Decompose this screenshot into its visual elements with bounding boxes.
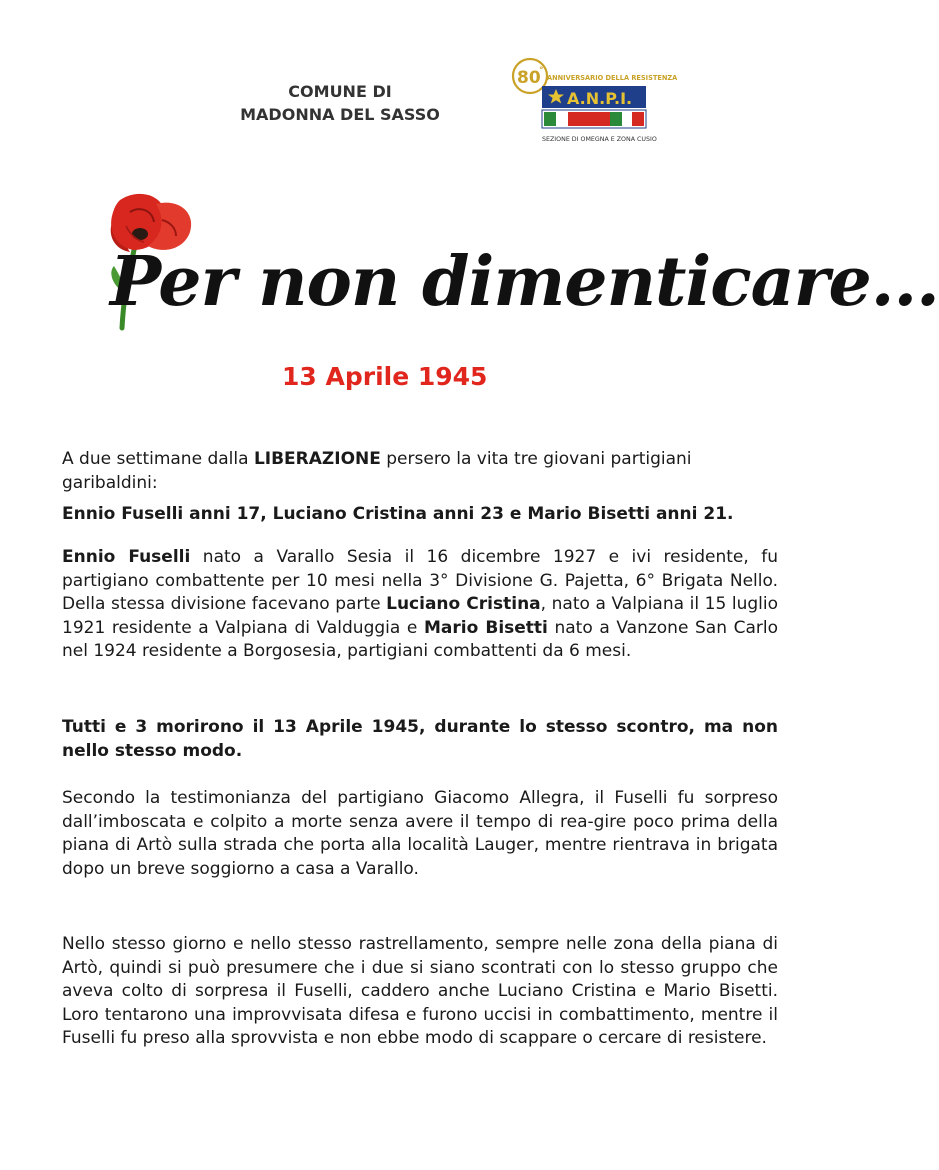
anniversary-number: 80 bbox=[517, 68, 541, 88]
bio-text-c: nato a Vanzone San Carlo nel 1924 residente a Borgosesia, partigiani combattenti da 6 mesi. bbox=[62, 617, 778, 662]
page-title: Per non dimenticare... bbox=[110, 242, 939, 322]
anniversary-ordinal: ° bbox=[539, 66, 544, 76]
date-heading: 13 Aprile 1945 bbox=[282, 362, 488, 391]
bio-text-a: nato a Varallo Sesia il 16 dicembre 1927 e ivi residente, fu partigiano combattente per 10 mesi nella 3° Divisione G. Pajetta, 6° Brigata Nello. Della stessa divisione facevano parte bbox=[62, 547, 778, 615]
flag-green-icon bbox=[544, 112, 556, 126]
paragraph-names: Ennio Fuselli anni 17, Luciano Cristina anni 23 e Mario Bisetti anni 21. bbox=[62, 504, 734, 524]
bio-text-b: , nato a Valpiana il 15 luglio 1921 residente a Valpiana di Valduggia e bbox=[62, 594, 778, 638]
intro-text-b: persero la vita tre giovani partigiani garibaldini: bbox=[62, 449, 692, 493]
name-cristina: Luciano Cristina bbox=[386, 594, 541, 615]
flag-white-icon bbox=[556, 112, 568, 126]
anniversary-text: ANNIVERSARIO DELLA RESISTENZA bbox=[547, 74, 678, 82]
flag-red-2-icon bbox=[632, 112, 644, 126]
anpi-emblem-icon bbox=[510, 56, 678, 152]
flag-white-2-icon bbox=[622, 112, 632, 126]
intro-text-a: A due settimane dalla bbox=[62, 449, 254, 469]
flag-green-2-icon bbox=[610, 112, 622, 126]
liberazione-bold: LIBERAZIONE bbox=[253, 449, 381, 469]
comune-line-1: COMUNE DI bbox=[288, 82, 392, 101]
anpi-acronym: A.N.P.I. bbox=[567, 89, 633, 108]
anpi-section: SEZIONE DI OMEGNA E ZONA CUSIO bbox=[542, 136, 657, 143]
paragraph-intro bbox=[62, 448, 778, 495]
anpi-logo bbox=[510, 56, 678, 152]
name-bisetti: Mario Bisetti bbox=[423, 617, 548, 638]
comune-heading bbox=[200, 80, 480, 126]
paragraph-testimony: Secondo la testimonianza del partigiano Giacomo Allegra, il Fuselli fu sorpreso dall’imboscata e colpito a morte senza avere il tempo di rea-gire poco prima della piana di Artò sulla strada che porta alla località Lauger, mentre rientrava in brigata dopo un breve soggiorno a casa a Varallo. bbox=[62, 788, 778, 879]
comune-line-2: MADONNA DEL SASSO bbox=[240, 105, 440, 124]
name-fuselli: Ennio Fuselli bbox=[62, 547, 191, 567]
paragraph-combat: Nello stesso giorno e nello stesso rastrellamento, sempre nelle zona della piana di Artò, quindi si può presumere che i due si siano scontrati con lo stesso gruppo che aveva colto di sorpresa il Fuselli, caddero anche Luciano Cristina e Mario Bisetti. Loro tentarono una improvvisata difesa e furono uccisi in combattimento, mentre il Fuselli fu preso alla sprovvista e non ebbe modo di scappare o cercare di resistere. bbox=[62, 934, 778, 1049]
paragraph-death: Tutti e 3 morirono il 13 Aprile 1945, durante lo stesso scontro, ma non nello stesso modo. bbox=[62, 717, 778, 761]
flag-red-icon bbox=[568, 112, 610, 126]
paragraph-biographies bbox=[62, 546, 778, 664]
